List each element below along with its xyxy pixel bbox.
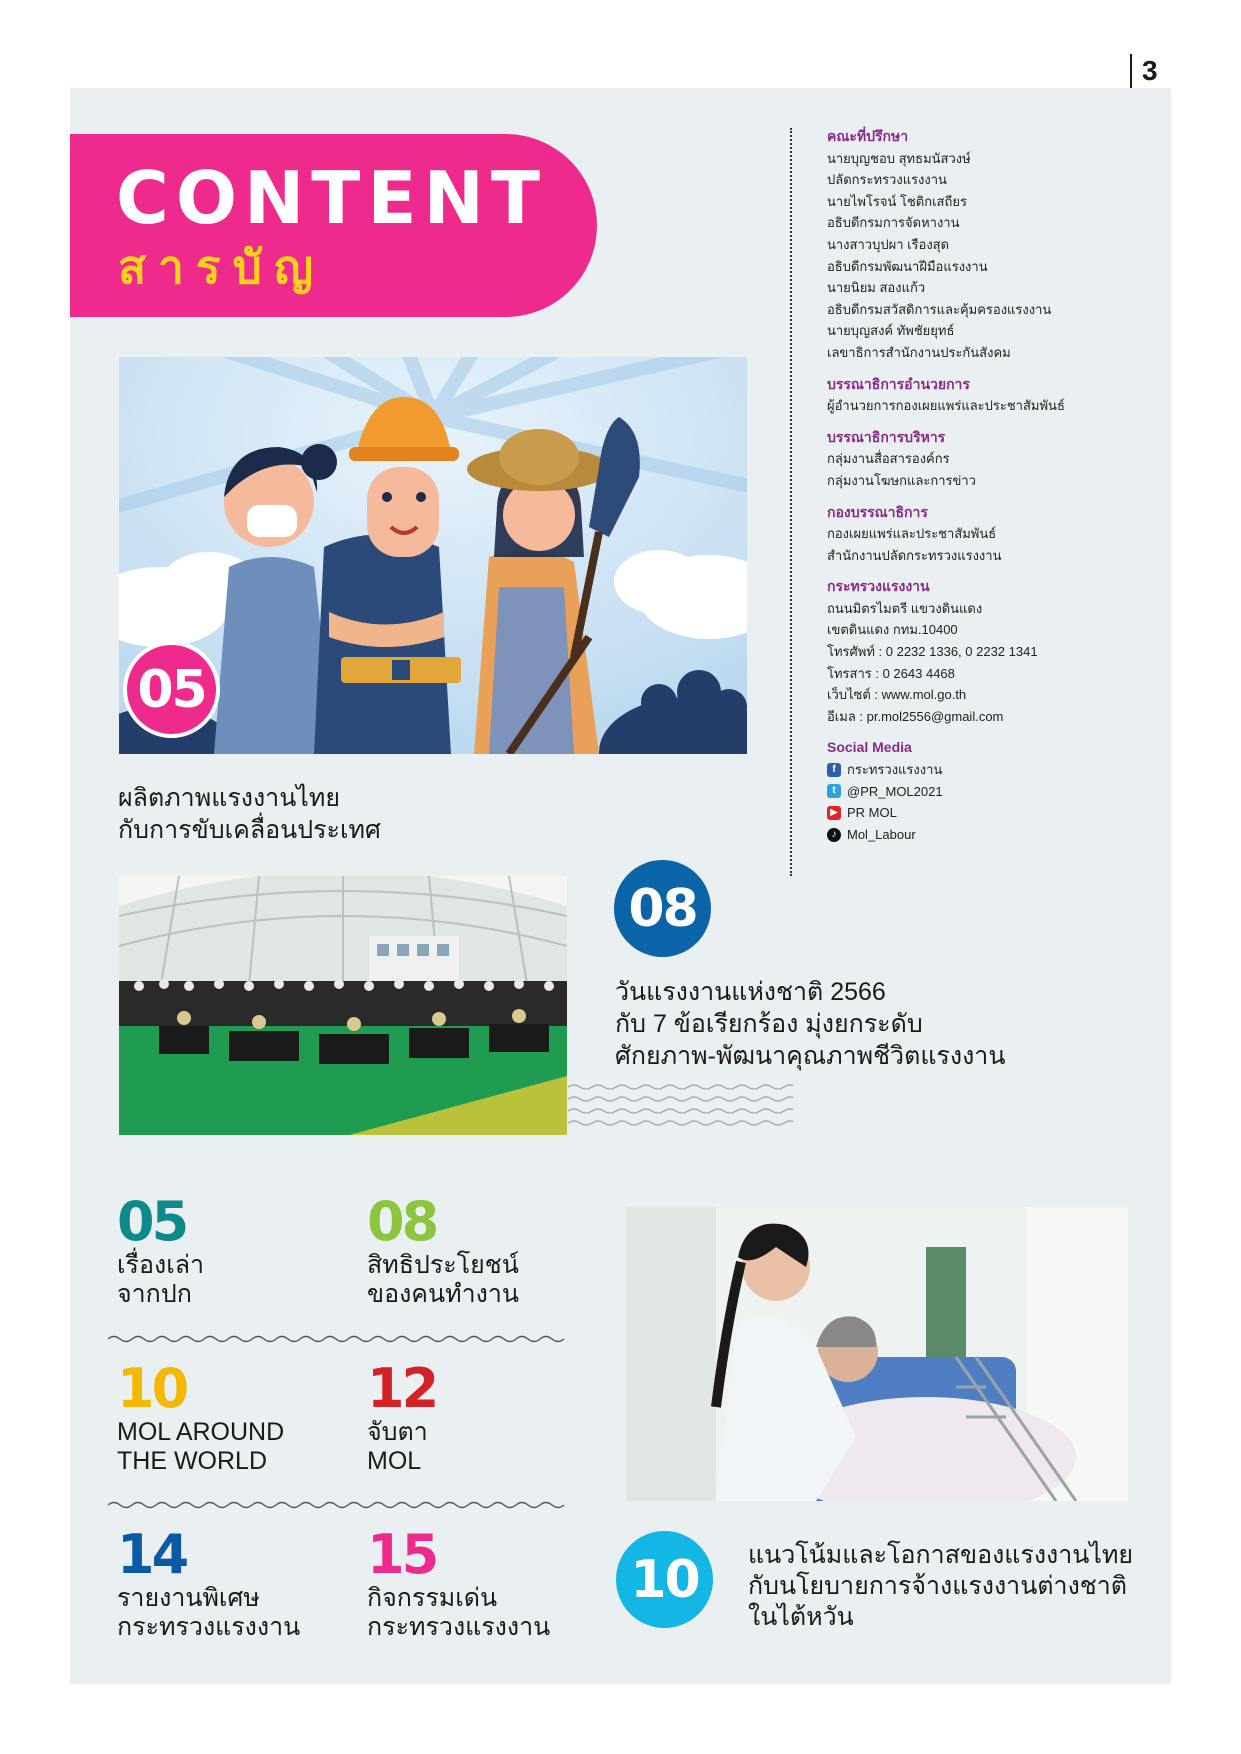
credits-sidebar [827,126,1157,845]
social-link[interactable] [827,759,1157,781]
nurse-photo [626,1207,1128,1501]
title-banner [70,134,597,317]
advisor-line: นายบุญสงค์ ทัพชัยยุทธ์ [827,323,955,339]
ministry-contact-line: อีเมล : pr.mol2556@gmail.com [827,708,1004,724]
banner-subtitle: สารบัญ [118,240,326,294]
wavy-divider [108,1334,573,1344]
index-page-number: 15 [367,1523,437,1586]
advisor-line: ปลัดกระทรวงแรงงาน [827,172,947,188]
social-media-heading: Social Media [827,739,912,756]
social-label: Mol_Labour [847,826,916,842]
index-entry[interactable] [367,1523,551,1642]
index-page-number: 05 [117,1190,187,1253]
index-label [367,1418,436,1476]
index-label [367,1584,550,1642]
index-label-line: รายงานพิเศษ [117,1584,260,1612]
feature3-caption-line: กับนโยบายการจ้างแรงงานต่างชาติ [748,1572,1128,1600]
index-label-line: กระทรวงแรงงาน [367,1613,551,1641]
ministry-contact-line: เว็บไซต์ : www.mol.go.th [827,687,967,703]
advisor-line: เลขาธิการสำนักงานประกันสังคม [827,344,1011,360]
facebook-icon: f [827,763,841,777]
director-heading: บรรณาธิการอำนวยการ [827,375,970,392]
advisors-list [827,148,1157,364]
banner-title: CONTENT [116,156,547,240]
index-entry[interactable] [367,1357,437,1476]
index-label-line: จากปก [117,1280,192,1308]
social-link[interactable] [827,824,1157,846]
advisor-line: อธิบดีกรมการจัดหางาน [827,215,960,231]
index-label-line: THE WORLD [117,1447,267,1475]
executive-editor-list [827,448,1157,491]
advisor-line: อธิบดีกรมพัฒนาฝีมือแรงงาน [827,258,988,274]
index-label [117,1584,300,1642]
editorial-board-list [827,523,1157,566]
index-page-number: 08 [367,1190,437,1253]
feature2-caption-line: กับ 7 ข้อเรียกร้อง มุ่งยกระดับ [615,1010,923,1038]
director-list [827,395,1157,417]
advisor-line: นายนิยม สองแก้ว [827,280,926,296]
index-entry[interactable] [117,1357,285,1476]
index-page-number: 10 [117,1357,187,1420]
social-label: กระทรวงแรงงาน [847,762,943,778]
index-entry[interactable] [117,1523,301,1642]
tiktok-icon: ♪ [827,828,841,842]
ministry-contact-line: โทรศัพท์ : 0 2232 1336, 0 2232 1341 [827,644,1038,660]
feature3-caption-line: แนวโน้มและโอกาสของแรงงานไทย [748,1541,1134,1569]
social-media-list [827,759,1157,845]
index-entry[interactable] [117,1190,205,1309]
advisor-line: อธิบดีกรมสวัสดิการและคุ้มครองแรงงาน [827,301,1052,317]
feature1-caption [118,782,381,846]
feature2-caption-line: วันแรงงานแห่งชาติ 2566 [615,978,886,1006]
index-page-number: 12 [367,1357,437,1420]
page-number: 3 [1130,54,1158,88]
index-label [117,1251,204,1309]
advisors-heading: คณะที่ปรึกษา [827,128,909,144]
editorial-board-line: สำนักงานปลัดกระทรวงแรงงาน [827,547,1002,563]
wave-decoration [568,1083,793,1129]
index-label-line: จับตา [367,1418,428,1446]
feature3-page-badge: 10 [616,1531,713,1628]
wavy-divider [108,1500,573,1510]
feature1-caption-line: ผลิตภาพแรงงานไทย [118,784,340,812]
ministry-contact-line: เขตดินแดง กทม.10400 [827,622,958,638]
ministry-contact-list [827,598,1157,728]
twitter-icon: t [827,784,841,798]
index-page-number: 14 [117,1523,187,1586]
social-label: @PR_MOL2021 [847,783,943,799]
advisor-line: นายไพโรจน์ โชติกเสถียร [827,193,967,209]
social-link[interactable] [827,781,1157,803]
advisor-line: นางสาวบุปผา เรืองสุด [827,236,950,252]
index-entry[interactable] [367,1190,519,1309]
feature1-caption-line: กับการขับเคลื่อนประเทศ [118,816,381,844]
index-label-line: สิทธิประโยชน์ [367,1251,519,1279]
feature2-caption-line: ศักยภาพ-พัฒนาคุณภาพชีวิตแรงงาน [615,1042,1006,1070]
index-label-line: กระทรวงแรงงาน [117,1613,301,1641]
social-link[interactable] [827,802,1157,824]
index-label-line: ของคนทำงาน [367,1280,519,1308]
editorial-board-line: กองเผยแพร่และประชาสัมพันธ์ [827,526,997,542]
index-label [117,1418,284,1476]
executive-editor-heading: บรรณาธิการบริหาร [827,428,946,445]
feature3-caption [748,1540,1133,1633]
feature2-caption [615,976,1005,1072]
director-line: ผู้อำนวยการกองเผยแพร่และประชาสัมพันธ์ [827,398,1065,414]
advisor-line: นายบุญชอบ สุทธมนัสวงษ์ [827,150,971,166]
index-label [367,1251,519,1309]
ministry-contact-line: โทรสาร : 0 2643 4468 [827,665,955,681]
feature1-page-badge: 05 [123,641,220,738]
sidebar-divider [790,128,792,876]
feature3-caption-line: ในไต้หวัน [748,1603,854,1631]
labour-day-photo [119,876,567,1135]
ministry-contact-line: ถนนมิตรไมตรี แขวงดินแดง [827,600,983,616]
executive-editor-line: กลุ่มงานโฆษกและการข่าว [827,472,976,488]
index-label-line: MOL AROUND [117,1418,285,1446]
feature2-page-badge: 08 [614,860,711,957]
index-label-line: MOL [367,1447,422,1475]
youtube-icon: ▶ [827,806,841,820]
index-label-line: เรื่องเล่า [117,1251,205,1279]
ministry-heading: กระทรวงแรงงาน [827,578,930,595]
index-label-line: กิจกรรมเด่น [367,1584,498,1612]
executive-editor-line: กลุ่มงานสื่อสารองค์กร [827,451,950,467]
social-label: PR MOL [847,805,897,821]
editorial-board-heading: กองบรรณาธิการ [827,503,928,520]
